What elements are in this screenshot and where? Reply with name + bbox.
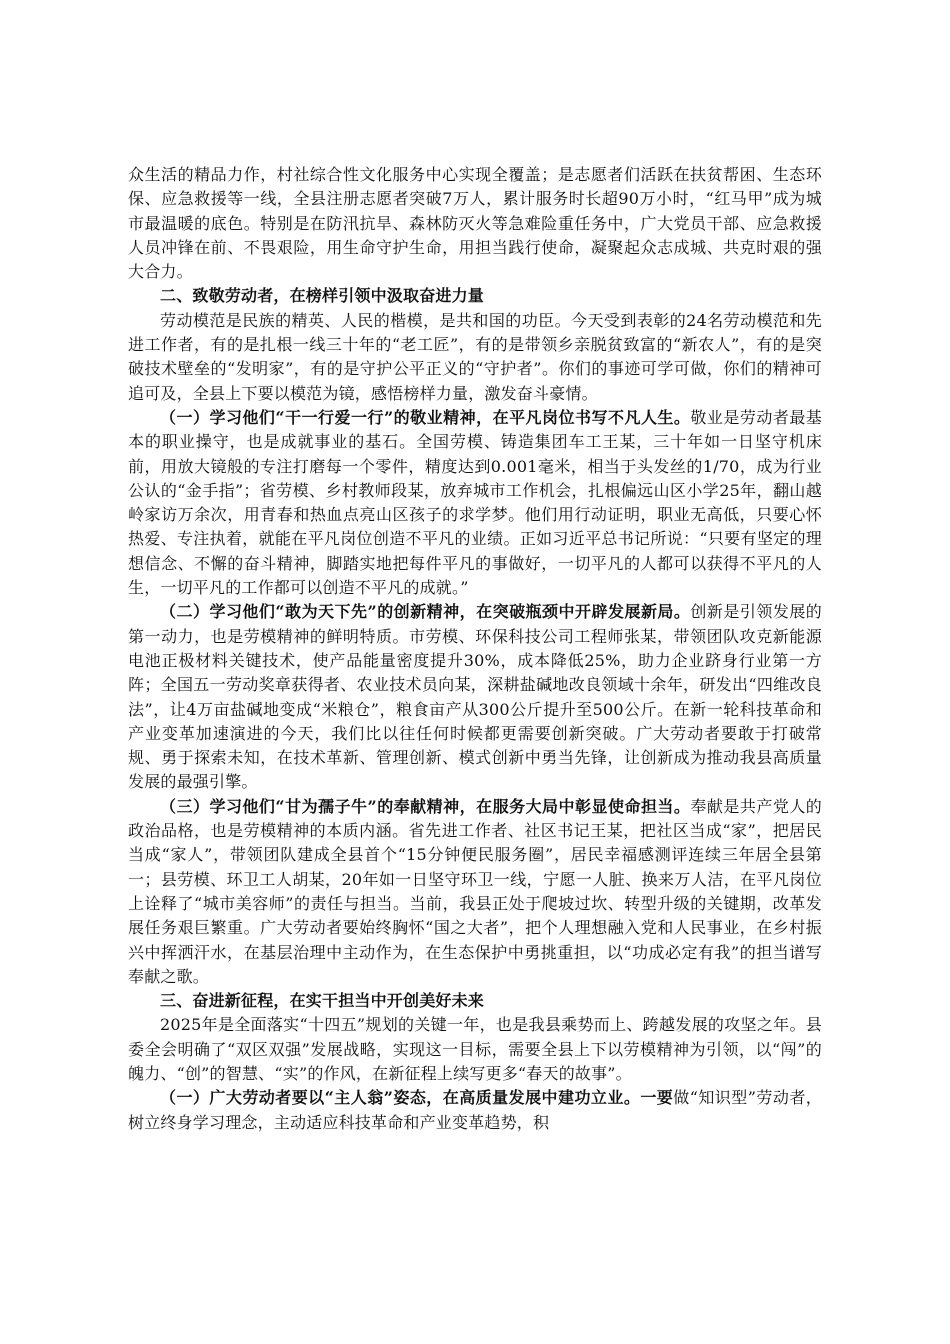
paragraph-2025: 2025年是全面落实“十四五”规划的关键一年，也是我县乘势而上、跨越发展的攻坚之年。县委全会明确了“双区双强”发展战略，实现这一目标，需要全县上下以劳模精神为引领，以“闯”的魄力、“创”的智慧、“实”的作风，在新征程上续写更多“春天的故事”。 bbox=[128, 1015, 822, 1083]
paragraph-labor-models: 劳动模范是民族的精英、人民的楷模，是共和国的功臣。今天受到表彰的24名劳动模范和先进工作者，有的是扎根一线三十年的“老工匠”，有的是带领乡亲脱贫致富的“新农人”，有的是突破技术壁垒的“发明家”，有的是守护公平正义的“守护者”。你们的事迹可学可做，你们的精神可追可及，全县上下要以模范为镜，感悟榜样力量，激发奋斗豪情。 bbox=[128, 310, 822, 403]
subheading-innovation: （二）学习他们“敢为天下先”的创新精神，在突破瓶颈中开辟发展新局。 bbox=[160, 602, 691, 622]
paragraph-intro: 众生活的精品力作，村社综合性文化服务中心实现全覆盖；是志愿者们活跃在扶贫帮困、生态环保、应急救援等一线，全县注册志愿者突破7万人，累计服务时长超90万小时，“红马甲”成为城市最温暖的底色。特别是在防汛抗旱、森林防灭火等急难险重任务中，广大党员干部、应急救援人员冲锋在前、不畏艰险，用生命守护生命，用担当践行使命，凝聚起众志成城、共克时艰的强大合力。 bbox=[128, 165, 822, 282]
subheading-devotion: （三）学习他们“甘为孺子牛”的奉献精神，在服务大局中彰显使命担当。 bbox=[160, 796, 691, 816]
paragraph-ownership bbox=[128, 1086, 822, 1135]
subheading-ownership: （一）广大劳动者要以“主人翁”姿态，在高质量发展中建功立业。一要 bbox=[160, 1088, 674, 1108]
section-heading-2: 二、致敬劳动者，在榜样引领中汲取奋进力量 bbox=[160, 286, 485, 306]
paragraph-innovation bbox=[128, 600, 822, 794]
subheading-dedication: （一）学习他们“干一行爱一行”的敬业精神，在平凡岗位书写不凡人生。 bbox=[160, 407, 691, 427]
paragraph-innovation-body: 创新是引领发展的第一动力，也是劳模精神的鲜明特质。市劳模、环保科技公司工程师张某，带领团队攻克新能源电池正极材料关键技术，使产品能量密度提升30%，成本降低25%，助力企业跻身行业第一方阵；全国五一劳动奖章获得者、农业技术员向某，深耕盐碱地改良领域十余年，研发出“四维改良法”，让4万亩盐碱地变成“米粮仓”，粮食亩产从300公斤提升至500公斤。在新一轮科技革命和产业变革加速演进的今天，我们比以往任何时候都更需要创新突破。广大劳动者要敢于打破常规、勇于探索未知，在技术革新、管理创新、模式创新中勇当先锋，让创新成为推动我县高质量发展的最强引擎。 bbox=[128, 602, 822, 792]
paragraph-devotion-body: 奉献是共产党人的政治品格，也是劳模精神的本质内涵。省先进工作者、社区书记王某，把社区当成“家”，把居民当成“家人”，带领团队建成全县首个“15分钟便民服务圈”，居民幸福感测评连续三年居全县第一；县劳模、环卫工人胡某，20年如一日坚守环卫一线，宁愿一人脏、换来万人洁，在平凡岗位上诠释了“城市美容师”的责任与担当。当前，我县正处于爬坡过坎、转型升级的关键期，改革发展任务艰巨繁重。广大劳动者要始终胸怀“国之大者”，把个人理想融入党和人民事业，在乡村振兴中挥洒汗水，在基层治理中主动作为，在生态保护中勇挑重担，以“功成必定有我”的担当谱写奉献之歌。 bbox=[128, 796, 822, 986]
paragraph-devotion bbox=[128, 795, 822, 989]
section-heading-3: 三、奋进新征程，在实干担当中开创美好未来 bbox=[160, 991, 485, 1011]
paragraph-dedication bbox=[128, 406, 822, 600]
paragraph-dedication-body: 敬业是劳动者最基本的职业操守，也是成就事业的基石。全国劳模、铸造集团车工王某，三十年如一日坚守机床前，用放大镜般的专注打磨每一个零件，精度达到0.001毫米，相当于头发丝的1/70，成为行业公认的“金手指”；省劳模、乡村教师段某，放弃城市工作机会，扎根偏远山区小学25年，翻山越岭家访万余次，用青春和热血点亮山区孩子的求学梦。他们用行动证明，职业无高低，只要心怀热爱、专注执着，就能在平凡岗位创造不平凡的业绩。正如习近平总书记所说：“只要有坚定的理想信念、不懈的奋斗精神，脚踏实地把每件平凡的事做好，一切平凡的人都可以获得不平凡的人生，一切平凡的工作都可以创造不平凡的成就。” bbox=[128, 407, 822, 598]
paragraph-ownership-body: 做“知识型”劳动者，树立终身学习理念，主动适应科技革命和产业变革趋势，积 bbox=[128, 1088, 822, 1132]
document-page bbox=[128, 163, 822, 1135]
